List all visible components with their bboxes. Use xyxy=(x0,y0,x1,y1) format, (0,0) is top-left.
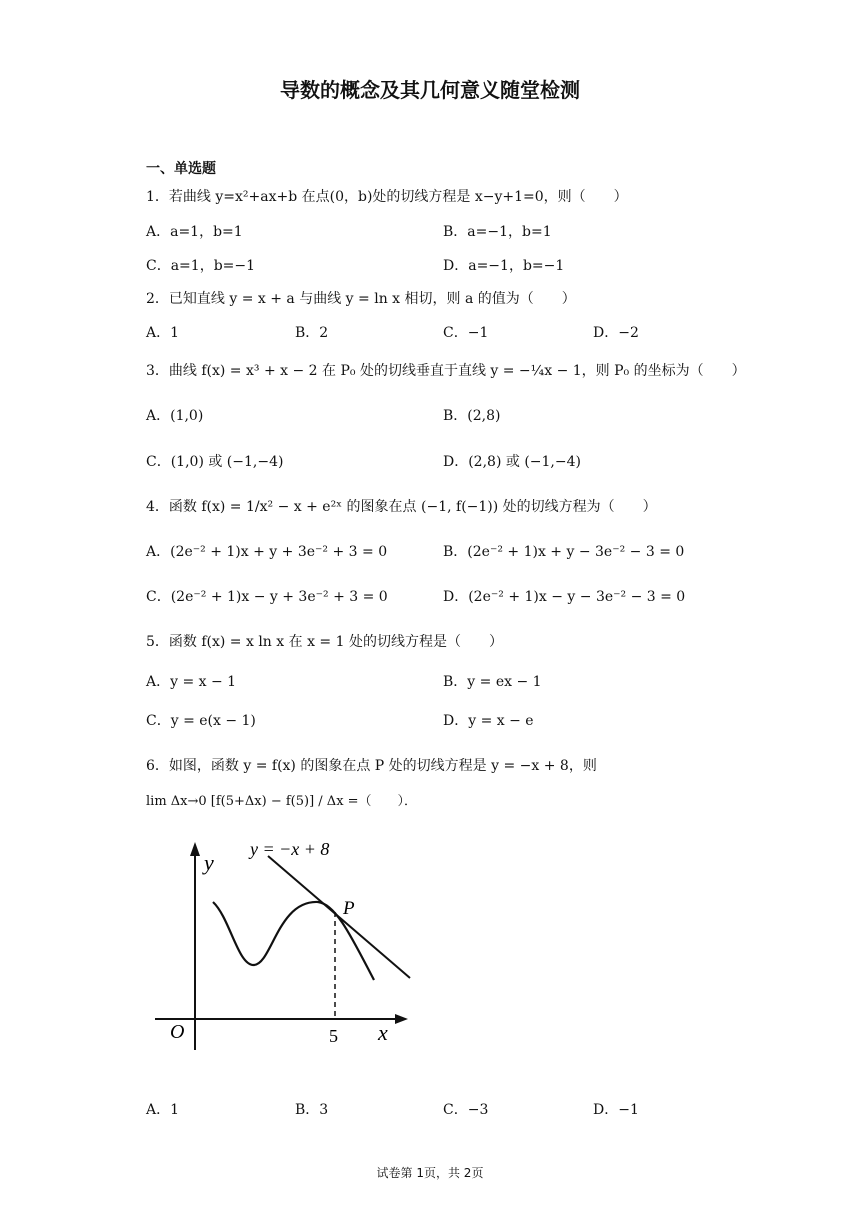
x-tick-5-label: 5 xyxy=(329,1026,338,1046)
q2-option-a: A．1 xyxy=(146,325,180,341)
question-5-stem: 5．函数 f(x) = x ln x 在 x = 1 处的切线方程是（ ） xyxy=(146,634,503,650)
q4-option-c: C．(2e⁻² + 1)x − y + 3e⁻² + 3 = 0 xyxy=(146,589,388,605)
origin-label: O xyxy=(170,1021,185,1043)
tangent-label: y = −x + 8 xyxy=(250,839,330,859)
q4-option-d: D．(2e⁻² + 1)x − y − 3e⁻² − 3 = 0 xyxy=(443,589,686,605)
section-heading: 一、单选题 xyxy=(146,161,216,177)
q4-option-b: B．(2e⁻² + 1)x + y − 3e⁻² − 3 = 0 xyxy=(443,544,685,560)
q6-option-b: B．3 xyxy=(295,1102,329,1118)
q5-option-d: D．y = x − e xyxy=(443,713,534,729)
q3-option-d: D．(2,8) 或 (−1,−4) xyxy=(443,454,581,470)
q1-option-a: A．a=1，b=1 xyxy=(146,224,243,240)
x-axis-arrow xyxy=(395,1014,408,1024)
limit-expression: lim Δx→0 [f(5+Δx) − f(5)] / Δx =（ ）． xyxy=(146,794,418,809)
point-p-label: P xyxy=(343,898,355,919)
q6-option-a: A．1 xyxy=(146,1102,180,1118)
q3-option-a: A．(1,0) xyxy=(146,408,204,424)
tangent-line xyxy=(268,856,410,978)
question-1-stem: 1．若曲线 y=x²+ax+b 在点(0，b)处的切线方程是 x−y+1=0，则（ ） xyxy=(146,189,628,205)
x-axis-label: x xyxy=(378,1020,388,1045)
q2-option-d: D．−2 xyxy=(593,325,639,341)
q6-option-c: C．−3 xyxy=(443,1102,489,1118)
q6-option-d: D．−1 xyxy=(593,1102,639,1118)
q2-option-b: B．2 xyxy=(295,325,329,341)
question-3-stem: 3．曲线 f(x) = x³ + x − 2 在 P₀ 处的切线垂直于直线 y = −¼x − 1，则 P₀ 的坐标为（ ） xyxy=(146,363,746,379)
function-graph xyxy=(150,838,420,1058)
q2-option-c: C．−1 xyxy=(443,325,489,341)
q3-option-c: C．(1,0) 或 (−1,−4) xyxy=(146,454,284,470)
q5-option-b: B．y = ex − 1 xyxy=(443,674,542,690)
q5-option-c: C．y = e(x − 1) xyxy=(146,713,256,729)
y-axis-arrow xyxy=(190,842,200,856)
page-title: 导数的概念及其几何意义随堂检测 xyxy=(280,78,580,102)
q4-option-a: A．(2e⁻² + 1)x + y + 3e⁻² + 3 = 0 xyxy=(146,544,388,560)
q3-option-b: B．(2,8) xyxy=(443,408,501,424)
question-6-stem: 6．如图，函数 y = f(x) 的图象在点 P 处的切线方程是 y = −x + 8，则 xyxy=(146,758,597,774)
question-4-stem: 4．函数 f(x) = 1/x² − x + e²ˣ 的图象在点 (−1, f(−1)) 处的切线方程为（ ） xyxy=(146,499,657,515)
page-footer: 试卷第 1页，共 2页 xyxy=(376,1166,484,1180)
q1-option-d: D．a=−1，b=−1 xyxy=(443,258,565,274)
q5-option-a: A．y = x − 1 xyxy=(146,674,237,690)
y-axis-label: y xyxy=(204,850,214,875)
question-2-stem: 2．已知直线 y = x + a 与曲线 y = ln x 相切，则 a 的值为（ ） xyxy=(146,291,576,307)
q1-option-b: B．a=−1，b=1 xyxy=(443,224,552,240)
q1-option-c: C．a=1，b=−1 xyxy=(146,258,256,274)
